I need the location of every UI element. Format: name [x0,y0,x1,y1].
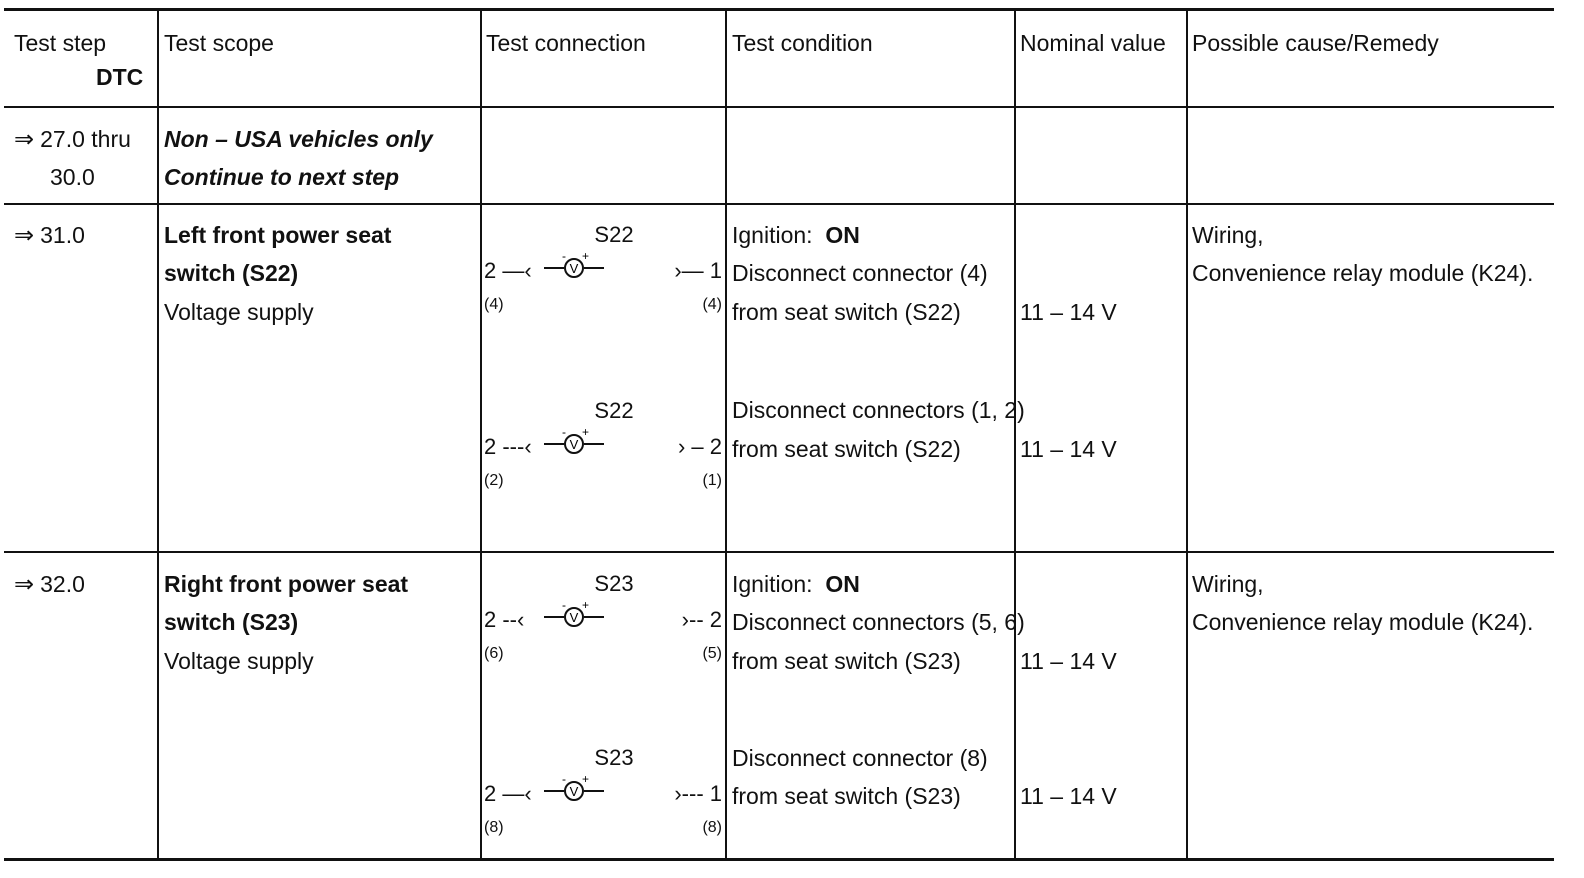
row2-test1-condition-line3: from seat switch (S22) [732,299,961,325]
header-nominal-value: Nominal value [1020,30,1166,56]
pin-left: 2 --‹ [484,607,525,632]
svg-text:+: + [582,598,590,612]
svg-text:V: V [569,261,579,276]
row2-cause-line2: Convenience relay module (K24). [1192,260,1534,286]
row3-test2-condition-line2: from seat switch (S23) [732,783,961,809]
row-divider-2 [4,551,1554,553]
voltmeter-icon [540,597,610,633]
svg-text:V: V [569,784,579,799]
arrow-right-icon: ⇒ [14,126,35,153]
pin-left: 2 —‹ [484,258,532,283]
table-bottom-rule [4,858,1554,861]
connector-left: (2) [484,472,504,489]
connector-right: (8) [702,819,722,836]
header-test-scope: Test scope [164,30,274,56]
connector-right: (5) [702,645,722,662]
switch-label: S23 [594,571,634,596]
row3-test2-connection [484,745,722,855]
row2-test2-nominal: 11 – 14 V [1020,436,1117,462]
row2-test2-condition-line2: from seat switch (S22) [732,436,961,462]
row3-test1-condition-line2: Disconnect connectors (5, 6) [732,609,1025,635]
svg-text:+: + [582,425,590,439]
connector-left: (4) [484,296,504,313]
row3-scope-line3: Voltage supply [164,648,314,674]
svg-text:+: + [582,772,590,786]
connector-right: (1) [702,472,722,489]
pin-right: › – 2 [677,434,722,459]
svg-text:-: - [562,598,566,612]
connector-left: (6) [484,645,504,662]
row2-scope-line3: Voltage supply [164,299,314,325]
row3-test1-nominal: 11 – 14 V [1020,648,1117,674]
row1-scope-line1: Non – USA vehicles only [164,126,433,152]
voltmeter-icon [540,248,610,284]
switch-label: S22 [594,398,634,423]
column-divider-2 [480,8,482,861]
header-test-condition: Test condition [732,30,873,56]
header-possible-cause: Possible cause/Remedy [1192,30,1439,56]
column-divider-4 [1014,8,1016,861]
row2-test2-connection [484,398,722,508]
row2-test2-condition-line1: Disconnect connectors (1, 2) [732,397,1025,423]
row3-test2-nominal: 11 – 14 V [1020,783,1117,809]
pin-right: ›--- 1 [674,781,722,806]
svg-text:-: - [562,772,566,786]
header-test-step: Test step [14,30,107,56]
row3-test1-condition-line1: Ignition: ON [732,571,860,597]
switch-label: S22 [594,222,634,247]
row3-cause-line1: Wiring, [1192,571,1264,597]
row2-test1-condition-line1: Ignition: ON [732,222,860,248]
row3-test1-condition-line3: from seat switch (S23) [732,648,961,674]
row1-step: ⇒ 27.0 thru [14,126,131,153]
voltmeter-icon [540,424,610,460]
row2-scope-line2: switch (S22) [164,260,299,286]
row2-cause-line1: Wiring, [1192,222,1264,248]
arrow-right-icon: ⇒ [14,222,35,249]
row3-scope-line1: Right front power seat [164,571,409,597]
voltmeter-icon [540,771,610,807]
connector-right: (4) [702,296,722,313]
row-divider-1 [4,203,1554,205]
row3-test1-connection [484,571,722,681]
row3-step: ⇒ 32.0 [14,571,85,598]
pin-left: 2 ---‹ [484,434,532,459]
connector-left: (8) [484,819,504,836]
svg-text:V: V [569,610,579,625]
column-divider-3 [725,8,727,861]
pin-right: ›— 1 [674,258,722,283]
row2-test1-condition-line2: Disconnect connector (4) [732,260,988,286]
svg-text:+: + [582,249,590,263]
row2-scope-line1: Left front power seat [164,222,392,248]
header-test-connection: Test connection [486,30,646,56]
column-divider-1 [157,8,159,861]
header-bottom-rule [4,106,1554,108]
header-dtc: DTC [96,64,144,90]
pin-right: ›-- 2 [681,607,722,632]
row1-step-end: 30.0 [50,164,95,190]
svg-text:-: - [562,249,566,263]
row3-cause-line2: Convenience relay module (K24). [1192,609,1534,635]
switch-label: S23 [594,745,634,770]
row3-test2-condition-line1: Disconnect connector (8) [732,745,988,771]
row3-scope-line2: switch (S23) [164,609,299,635]
column-divider-5 [1186,8,1188,861]
svg-text:-: - [562,425,566,439]
table-top-rule [4,8,1554,11]
row2-step: ⇒ 31.0 [14,222,85,249]
row2-test1-connection [484,222,722,332]
arrow-right-icon: ⇒ [14,571,35,598]
row1-scope-line2: Continue to next step [164,164,400,190]
pin-left: 2 —‹ [484,781,532,806]
svg-text:V: V [569,437,579,452]
row2-test1-nominal: 11 – 14 V [1020,299,1117,325]
